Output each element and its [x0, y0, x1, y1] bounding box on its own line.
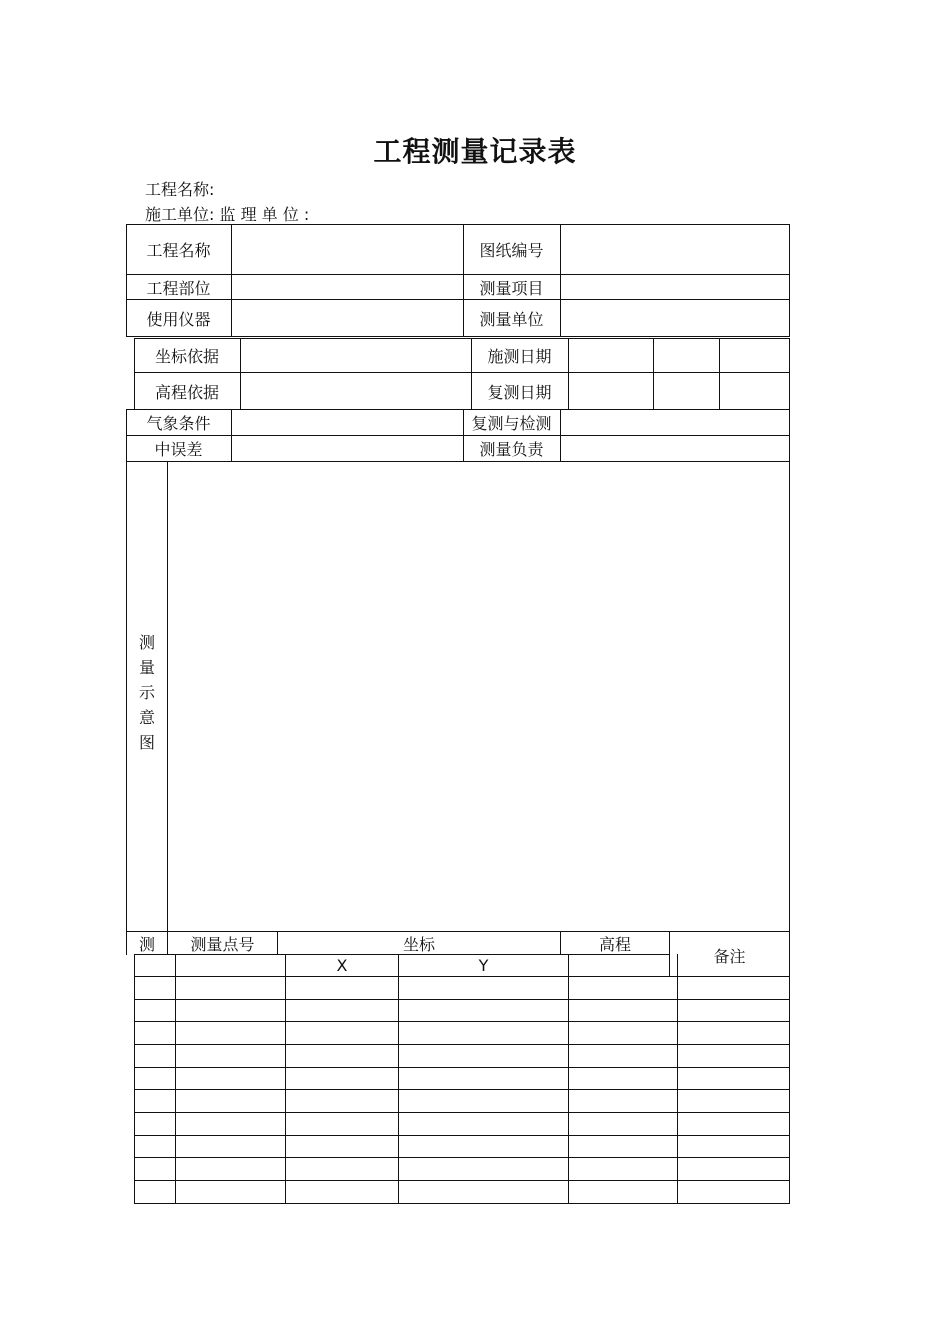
table-border	[568, 338, 569, 410]
table-border	[134, 1044, 790, 1045]
table-border	[789, 409, 790, 462]
label-point-no: 测量点号	[190, 935, 255, 954]
label-resurvey-date: 复测日期	[487, 382, 552, 402]
label-weather: 气象条件	[146, 414, 211, 433]
label-survey-item: 测量项目	[479, 278, 544, 298]
project-name-line: 工程名称:	[145, 180, 215, 199]
survey-sketch-area[interactable]	[168, 462, 789, 931]
label-coordinate: 坐标	[402, 935, 435, 954]
table-border	[134, 1089, 790, 1090]
label-elevation: 高程	[598, 935, 631, 954]
table-border	[134, 1203, 790, 1204]
table-border	[789, 932, 790, 1204]
label-x: X	[336, 956, 348, 975]
label-project-part: 工程部位	[146, 278, 211, 298]
table-border	[653, 338, 654, 410]
table-border	[789, 338, 790, 410]
page-title: 工程测量记录表	[373, 135, 577, 168]
table-border	[560, 409, 561, 462]
table-border	[134, 1021, 790, 1022]
table-border	[134, 976, 790, 977]
label-drawing-no: 图纸编号	[479, 241, 544, 260]
table-border	[134, 1180, 790, 1181]
label-project-name: 工程名称	[146, 241, 211, 260]
label-elev-basis: 高程依据	[154, 382, 219, 402]
sketch-label-char: 图	[138, 733, 155, 752]
sketch-label-char: 意	[138, 708, 155, 727]
units-line: 施工单位: 监 理 单 位 :	[145, 205, 310, 224]
table-border	[719, 338, 720, 410]
label-survey-unit: 测量单位	[479, 309, 544, 329]
sketch-label-char: 示	[138, 683, 155, 702]
table-border	[568, 954, 569, 1204]
table-border	[134, 1157, 790, 1158]
table-border	[231, 409, 232, 462]
table-border	[134, 1067, 790, 1068]
label-remark: 备注	[713, 946, 746, 966]
sketch-vertical-label	[127, 630, 167, 755]
label-instrument: 使用仪器	[146, 309, 211, 329]
table-border	[789, 461, 790, 933]
table-border	[175, 954, 176, 1204]
table-border	[560, 224, 561, 337]
table-border	[240, 338, 241, 410]
label-points-side: 测	[138, 935, 155, 954]
table-border	[789, 224, 790, 337]
label-resurvey-check: 复测与检测	[471, 414, 552, 433]
table-border	[231, 224, 232, 337]
table-border	[134, 999, 790, 1000]
table-border	[134, 1135, 790, 1136]
sketch-label-char: 测	[138, 633, 155, 652]
table-border	[126, 336, 790, 337]
table-border	[398, 954, 399, 1204]
label-mid-error: 中误差	[154, 440, 203, 459]
table-border	[134, 954, 135, 1204]
label-survey-date: 施测日期	[487, 347, 552, 366]
table-border	[677, 954, 678, 1204]
label-coord-basis: 坐标依据	[154, 347, 219, 366]
table-border	[134, 1112, 790, 1113]
label-y: Y	[478, 956, 489, 975]
sketch-label-char: 量	[138, 658, 155, 677]
label-survey-lead: 测量负责	[479, 440, 544, 459]
table-border	[285, 954, 286, 1204]
